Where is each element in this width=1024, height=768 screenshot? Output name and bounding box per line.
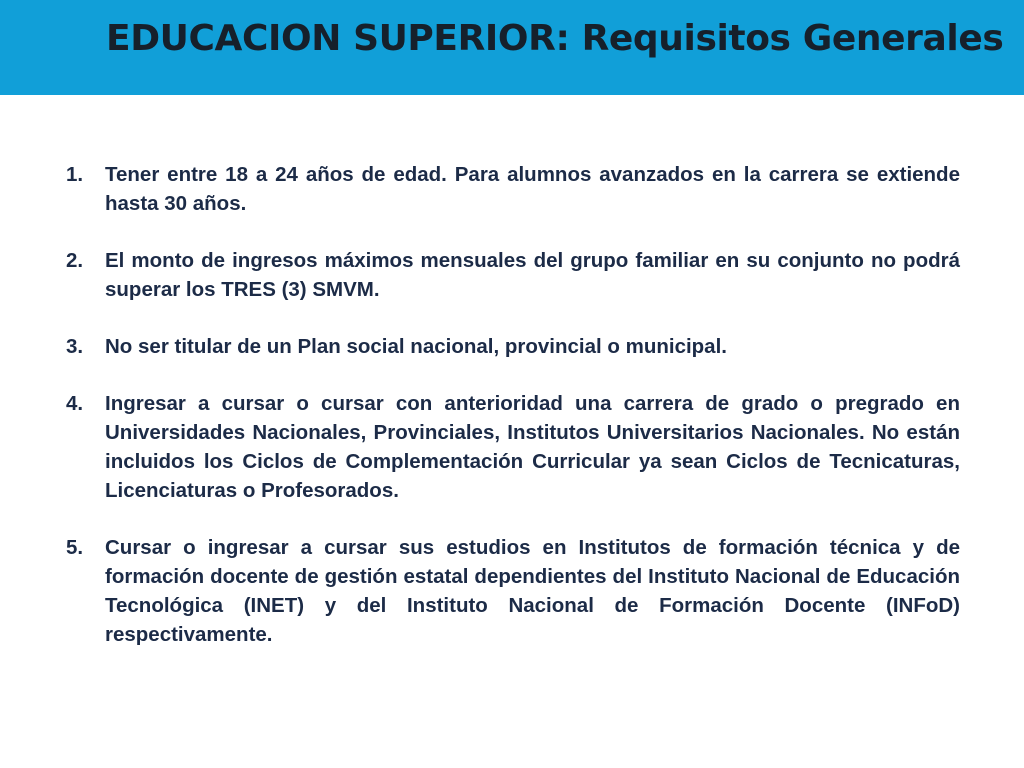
requirement-item [66,533,960,649]
requirement-text: No ser titular de un Plan social nacional, provincial o municipal. [105,335,727,358]
requirement-item [66,332,960,361]
requirement-number: 3. [66,335,84,358]
requirement-number: 4. [66,392,84,415]
requirement-text: Tener entre 18 a 24 años de edad. Para alumnos avanzados en la carrera se extiende hasta 30 años. [105,163,960,215]
requirement-text: Ingresar a cursar o cursar con anterioridad una carrera de grado o pregrado en Universidades Nacionales, Provinciales, Institutos Universitarios Nacionales. No están incluidos los Ciclos de Complementación Curricular ya sean Ciclos de Tecnicaturas, Licenciaturas o Profesorados. [105,392,960,502]
requirement-item [66,160,960,218]
header-bar [0,0,1024,95]
requirement-item [66,246,960,304]
page-title: EDUCACION SUPERIOR: Requisitos Generales [106,18,1004,59]
requirements-list [66,160,960,649]
requirement-text: Cursar o ingresar a cursar sus estudios en Institutos de formación técnica y de formación docente de gestión estatal dependientes del Instituto Nacional de Educación Tecnológica (INET) y del Instituto Nacional de Formación Docente (INFoD) respectivamente. [105,536,960,646]
requirement-number: 1. [66,163,84,186]
requirement-text: El monto de ingresos máximos mensuales del grupo familiar en su conjunto no podrá superar los TRES (3) SMVM. [105,249,960,301]
requirement-item [66,389,960,505]
requirement-number: 2. [66,249,84,272]
requirement-number: 5. [66,536,84,559]
